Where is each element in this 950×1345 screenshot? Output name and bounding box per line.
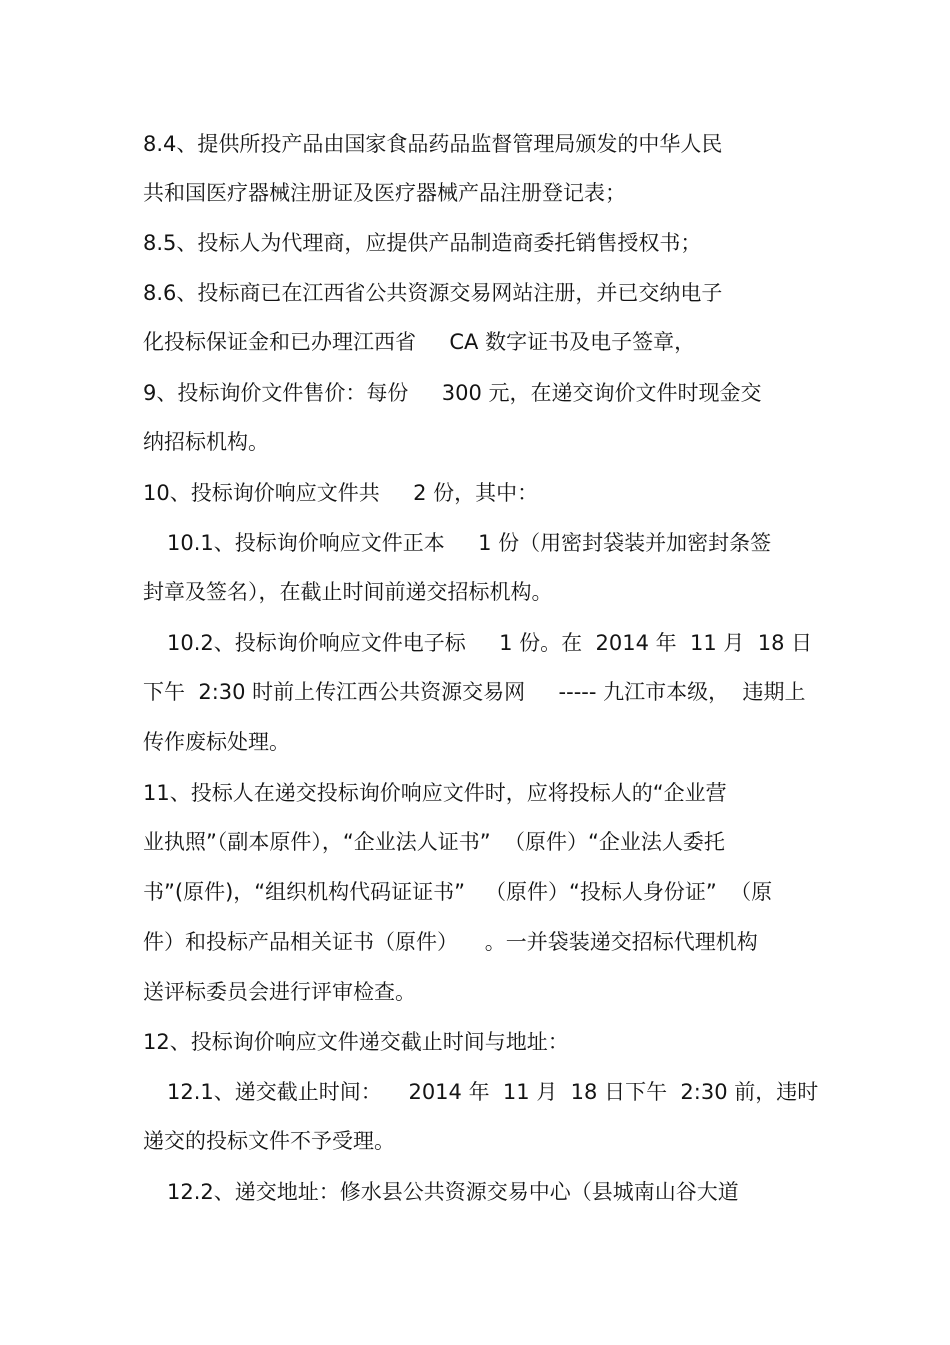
text-line: 10.1、投标询价响应文件正本 1 份（用密封袋装并加密封条签 [167, 531, 772, 555]
text-line: 化投标保证金和已办理江西省 CA 数字证书及电子签章， [143, 330, 696, 354]
text-line: 9、投标询价文件售价：每份 300 元，在递交询价文件时现金交 [143, 381, 762, 405]
text-line: 12.2、递交地址：修水县公共资源交易中心（县城南山谷大道 [167, 1180, 739, 1204]
text-line: 11、投标人在递交投标询价响应文件时，应将投标人的“企业营 [143, 781, 727, 805]
text-line: 共和国医疗器械注册证及医疗器械产品注册登记表； [143, 181, 626, 205]
text-line: 书”(原件)，“组织机构代码证证书” （原件）“投标人身份证” （原 [143, 880, 773, 904]
text-line: 10.2、投标询价响应文件电子标 1 份。在 2014 年 11 月 18 日 [167, 631, 813, 655]
text-line: 12.1、递交截止时间： 2014 年 11 月 18 日下午 2:30 前，违时 [167, 1080, 819, 1104]
text-line: 下午 2:30 时前上传江西公共资源交易网 ----- 九江市本级， 违期上 [143, 680, 806, 704]
text-line: 8.4、提供所投产品由国家食品药品监督管理局颁发的中华人民 [143, 132, 723, 156]
text-line: 送评标委员会进行评审检查。 [143, 980, 416, 1004]
text-line: 封章及签名），在截止时间前递交招标机构。 [143, 580, 553, 604]
text-line: 10、投标询价响应文件共 2 份，其中： [143, 481, 539, 505]
text-line: 8.5、投标人为代理商，应提供产品制造商委托销售授权书； [143, 231, 702, 255]
text-line: 递交的投标文件不予受理。 [143, 1129, 395, 1153]
text-line: 8.6、投标商已在江西省公共资源交易网站注册，并已交纳电子 [143, 281, 723, 305]
text-line: 纳招标机构。 [143, 430, 269, 454]
text-line: 件）和投标产品相关证书（原件） 。一并袋装递交招标代理机构 [143, 930, 758, 954]
text-line: 12、投标询价响应文件递交截止时间与地址： [143, 1030, 569, 1054]
text-line: 传作废标处理。 [143, 730, 290, 754]
text-line: 业执照”（副本原件），“企业法人证书” （原件）“企业法人委托 [143, 830, 725, 854]
